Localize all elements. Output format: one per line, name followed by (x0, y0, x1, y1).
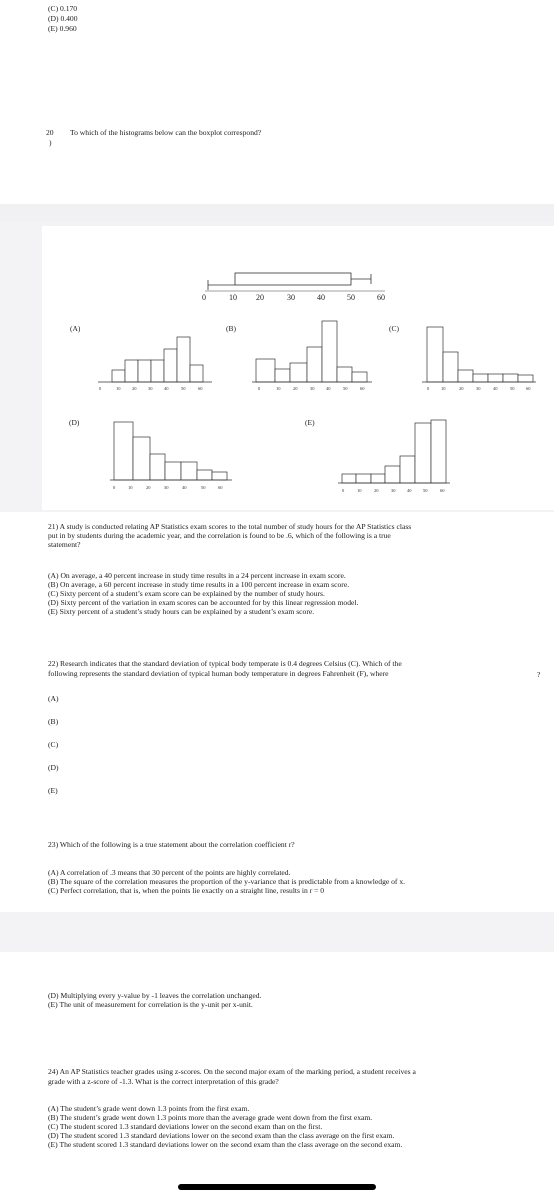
histogram-b-ticks (258, 386, 365, 391)
svg-text:30: 30 (164, 485, 169, 490)
histogram-e-ticks (342, 488, 445, 493)
q21-prompt-line1: 21) A study is conducted relating AP Statistics exam scores to the total number of study hours for the AP Statistics class (48, 522, 412, 531)
svg-text:60: 60 (218, 485, 223, 490)
svg-text:0: 0 (258, 386, 261, 391)
hist-label-c: (C) (389, 324, 399, 333)
svg-text:20: 20 (146, 485, 151, 490)
svg-text:50: 50 (201, 485, 206, 490)
svg-text:30: 30 (148, 386, 153, 391)
svg-text:10: 10 (128, 485, 133, 490)
q21-option-c: (C) Sixty percent of a student’s exam score can be explained by the number of study hours. (48, 589, 325, 598)
svg-text:20: 20 (293, 386, 298, 391)
svg-text:50: 50 (423, 488, 428, 493)
histogram-a (98, 337, 212, 382)
svg-text:0: 0 (99, 386, 102, 391)
q21-prompt-line3: statement? (48, 540, 81, 549)
svg-text:40: 40 (407, 488, 412, 493)
q24-option-a: (A) The student’s grade went down 1.3 points from the first exam. (48, 1104, 250, 1113)
svg-text:40: 40 (493, 386, 498, 391)
q23-prompt: 23) Which of the following is a true statement about the correlation coefficient r? (48, 840, 295, 849)
boxplot-tick-60: 60 (377, 293, 385, 302)
page-separator (0, 204, 554, 222)
boxplot (208, 273, 371, 290)
boxplot-ticks (202, 293, 385, 302)
svg-text:0: 0 (427, 386, 430, 391)
q23-option-a: (A) A correlation of .3 means that 30 percent of the points are highly correlated. (48, 868, 291, 877)
q22-option-b: (B) (48, 717, 59, 726)
svg-text:30: 30 (391, 488, 396, 493)
q19-option-c: (C) 0.170 (48, 4, 78, 13)
q19-option-d: (D) 0.400 (48, 14, 78, 23)
svg-text:0: 0 (113, 485, 116, 490)
q21-option-b: (B) On average, a 60 percent increase in study time results in a 100 percent increase in exam score. (48, 580, 350, 589)
q22-prompt-line2: following represents the standard deviation of typical human body temperature in degrees Fahrenheit (F), where (48, 669, 389, 678)
histogram-d (110, 422, 232, 480)
svg-text:0: 0 (342, 488, 345, 493)
q24-prompt-line2: grade with a z-score of -1.3. What is the correct interpretation of this grade? (48, 1077, 279, 1086)
hist-label-b: (B) (226, 324, 236, 333)
q24-prompt-line1: 24) An AP Statistics teacher grades using z-scores. On the second major exam of the marking period, a student receives a (48, 1067, 416, 1076)
svg-text:30: 30 (310, 386, 315, 391)
histogram-c-ticks (427, 386, 531, 391)
svg-text:20: 20 (374, 488, 379, 493)
q23-option-c: (C) Perfect correlation, that is, when the points lie exactly on a straight line, results in r = 0 (48, 886, 325, 895)
q24-option-d: (D) The student scored 1.3 standard deviations lower on the second exam than the class average on the first exam. (48, 1131, 395, 1140)
q22-option-a: (A) (48, 694, 59, 703)
hist-label-a: (A) (70, 324, 81, 333)
svg-text:50: 50 (510, 386, 515, 391)
histogram-b (252, 321, 372, 382)
svg-text:10: 10 (357, 488, 362, 493)
hist-label-e: (E) (305, 418, 315, 427)
q22-option-c: (C) (48, 740, 59, 749)
page-separator-2 (0, 912, 554, 952)
svg-text:60: 60 (526, 386, 531, 391)
q20-prompt: To which of the histograms below can the boxplot correspond? (70, 128, 262, 137)
svg-text:60: 60 (440, 488, 445, 493)
q22-question-mark: ? (537, 670, 541, 679)
histogram-d-ticks (113, 485, 223, 490)
q24-option-b: (B) The student’s grade went down 1.3 points more than the average grade went down from the first exam. (48, 1113, 373, 1122)
home-indicator[interactable] (178, 1184, 376, 1190)
q21-option-d: (D) Sixty percent of the variation in exam scores can be accounted for by this linear regression model. (48, 598, 359, 607)
svg-text:40: 40 (164, 386, 169, 391)
histogram-a-ticks (99, 386, 203, 391)
svg-text:50: 50 (343, 386, 348, 391)
q21-option-a: (A) On average, a 40 percent increase in study time results in a 24 percent increase in exam score. (48, 571, 346, 580)
q24-option-e: (E) The student scored 1.3 standard deviations lower on the second exam than the class average on the second exam. (48, 1140, 403, 1149)
q22-option-d: (D) (48, 763, 59, 772)
boxplot-tick-50: 50 (347, 293, 355, 302)
boxplot-tick-10: 10 (229, 293, 237, 302)
histogram-c (422, 327, 536, 382)
q24-option-c: (C) The student scored 1.3 standard deviations lower on the second exam than on the first. (48, 1122, 323, 1131)
q20-paren: ) (49, 138, 52, 147)
svg-text:30: 30 (476, 386, 481, 391)
q21-option-e: (E) Sixty percent of a student’s study hours can be explained by a student’s exam score. (48, 607, 315, 616)
svg-text:60: 60 (198, 386, 203, 391)
q22-option-e: (E) (48, 786, 58, 795)
q23-option-d: (D) Multiplying every y-value by -1 leaves the correlation unchanged. (48, 991, 262, 1000)
q22-prompt-line1: 22) Research indicates that the standard deviation of typical body temperate is 0.4 degrees Celsius (C). Which of the (48, 659, 402, 668)
svg-text:40: 40 (182, 485, 187, 490)
hist-label-d: (D) (69, 418, 80, 427)
svg-text:20: 20 (459, 386, 464, 391)
boxplot-tick-0: 0 (202, 293, 206, 302)
svg-text:60: 60 (360, 386, 365, 391)
svg-text:10: 10 (276, 386, 281, 391)
q19-option-e: (E) 0.960 (48, 24, 77, 33)
q23-option-e: (E) The unit of measurement for correlation is the y-unit per x-unit. (48, 1000, 253, 1009)
boxplot-tick-40: 40 (317, 293, 325, 302)
histogram-e (338, 420, 450, 483)
svg-text:40: 40 (326, 386, 331, 391)
q23-option-b: (B) The square of the correlation measures the proportion of the y-variance that is predictable from a knowledge of x. (48, 877, 406, 886)
q20-number: 20 (46, 128, 54, 137)
q20-figure (0, 222, 554, 522)
svg-text:50: 50 (181, 386, 186, 391)
boxplot-tick-20: 20 (256, 293, 264, 302)
svg-text:20: 20 (132, 386, 137, 391)
svg-text:10: 10 (116, 386, 121, 391)
q21-prompt-line2: put in by students during the academic year, and the correlation is found to be .6, which of the following is a true (48, 531, 391, 540)
boxplot-tick-30: 30 (287, 293, 295, 302)
svg-text:10: 10 (441, 386, 446, 391)
